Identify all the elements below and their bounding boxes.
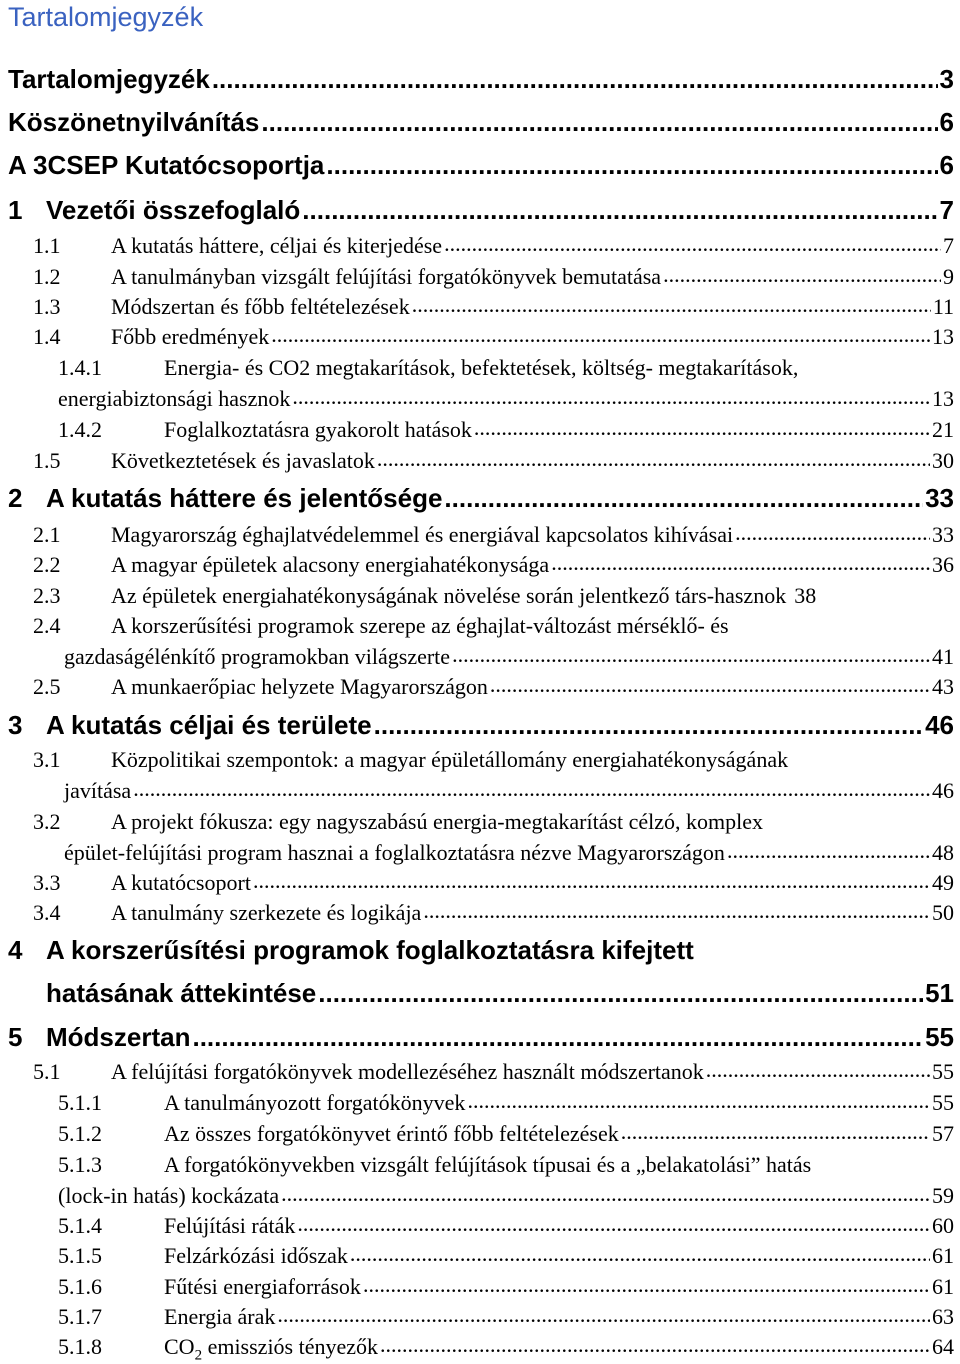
dot-leader [452, 642, 930, 668]
toc-entry-text: A tanulmányozott forgatókönyvek [164, 1090, 466, 1115]
toc-entry-text: Módszertan [46, 1022, 191, 1052]
toc-page-number: 7 [939, 195, 954, 225]
toc-number: 2.2 [33, 552, 61, 577]
toc-page-number: 41 [932, 644, 954, 669]
toc-entry-tartalomjegyzek[interactable] [8, 64, 954, 95]
toc-page-number: 11 [932, 294, 954, 319]
toc-entry-1-3[interactable] [33, 294, 954, 320]
dot-leader [363, 1272, 930, 1298]
toc-number: 1.5 [33, 448, 61, 473]
toc-page-number: 55 [925, 1022, 954, 1052]
toc-entry-text: A korszerűsítési programok szerepe az éghajlat-változást mérséklő- és [111, 613, 729, 638]
toc-entry-text: A felújítási forgatókönyvek modellezéséhez használt módszertanok [111, 1059, 704, 1084]
toc-entry-continuation: gazdaságélénkítő programokban világszerte [64, 644, 451, 669]
toc-page-number: 13 [932, 386, 954, 411]
toc-entry-5-1-2[interactable] [58, 1121, 954, 1147]
toc-page-number: 33 [932, 522, 954, 547]
toc-page-number: 33 [925, 483, 954, 513]
toc-number: 1.4.1 [58, 355, 102, 380]
toc-entry-text: Következtetések és javaslatok [111, 448, 375, 473]
toc-entry-2-5[interactable] [33, 674, 954, 700]
toc-entry-text: A kutatás háttere, céljai és kiterjedése [111, 233, 443, 258]
toc-page-number: 48 [932, 840, 954, 865]
toc-entry-text: Főbb eredmények [111, 324, 270, 349]
toc-entry-1-2[interactable] [33, 264, 954, 290]
toc-number: 1.3 [33, 294, 61, 319]
toc-entry-1-4-1[interactable] [58, 355, 954, 415]
toc-entry-1-4-2[interactable] [58, 417, 954, 443]
toc-page-number: 57 [932, 1121, 954, 1146]
toc-number: 2 [8, 483, 23, 513]
toc-number: 3.2 [33, 809, 61, 834]
toc-number: 3 [8, 710, 23, 740]
toc-entry-5-1-1[interactable] [58, 1090, 954, 1116]
toc-page-number: 6 [939, 107, 954, 137]
toc-entry-5-1-5[interactable] [58, 1243, 954, 1269]
toc-page-number: 9 [943, 264, 954, 289]
toc-number: 5.1 [33, 1059, 61, 1084]
toc-entry-3-2[interactable] [33, 809, 954, 869]
toc-page-number: 49 [932, 870, 954, 895]
toc-entry-3-3[interactable] [33, 870, 954, 896]
toc-entry-text: A kutatócsoport [111, 870, 251, 895]
toc-entry-text: A tanulmány szerkezete és logikája [111, 900, 422, 925]
toc-entry-text: Vezetői összefoglaló [46, 195, 301, 225]
toc-entry-3csep[interactable] [8, 150, 954, 181]
toc-number: 5.1.6 [58, 1274, 102, 1299]
dot-leader [292, 384, 930, 410]
toc-entry-5[interactable] [8, 1022, 954, 1053]
toc-entry-2-3[interactable] [33, 583, 954, 609]
toc-entry-1[interactable] [8, 195, 954, 226]
dot-leader [377, 446, 930, 472]
toc-number: 5.1.8 [58, 1334, 102, 1359]
toc-number: 3.1 [33, 747, 61, 772]
toc-number: 1.4 [33, 324, 61, 349]
toc-number: 2.3 [33, 583, 61, 608]
toc-page-number: 43 [932, 674, 954, 699]
dot-leader [326, 150, 937, 181]
toc-entry-text: Magyarország éghajlatvédelemmel és energiával kapcsolatos kihívásai [111, 522, 734, 547]
toc-entry-2[interactable] [8, 483, 954, 514]
toc-page-number: 13 [932, 324, 954, 349]
toc-page-number: 63 [932, 1304, 954, 1329]
dot-leader [444, 231, 941, 257]
dot-leader [412, 292, 931, 318]
toc-number: 2.5 [33, 674, 61, 699]
toc-entry-continuation: (lock-in hatás) kockázata [58, 1183, 280, 1208]
toc-entry-continuation: épület-felújítási program hasznai a foglalkoztatásra nézve Magyarországon [64, 840, 725, 865]
toc-entry-text: A tanulmányban vizsgált felújítási forgatókönyvek bemutatása [111, 264, 662, 289]
toc-number: 2.4 [33, 613, 61, 638]
toc-entry-text: A korszerűsítési programok foglalkoztatásra kifejtett [46, 935, 694, 965]
toc-entry-1-5[interactable] [33, 448, 954, 474]
toc-entry-4[interactable] [8, 935, 954, 1025]
dot-leader [474, 415, 930, 441]
toc-number: 2.1 [33, 522, 61, 547]
toc-number: 1 [8, 195, 23, 225]
dot-leader [621, 1119, 930, 1145]
dot-leader [192, 1022, 923, 1053]
toc-page-number: 46 [932, 778, 954, 803]
toc-entry-text [164, 1334, 378, 1364]
toc-number: 5.1.5 [58, 1243, 102, 1268]
toc-number: 5 [8, 1022, 23, 1052]
toc-entry-text: Felújítási ráták [164, 1213, 296, 1238]
co2-text: CO [164, 1334, 195, 1359]
toc-entry-text: Köszönetnyilvánítás [8, 107, 260, 137]
toc-number: 1.1 [33, 233, 61, 258]
dot-leader [261, 107, 937, 138]
co2-subscript: 2 [194, 1347, 203, 1364]
dot-leader [271, 322, 930, 348]
toc-number: 4 [8, 935, 23, 965]
toc-page-number: 55 [932, 1059, 954, 1084]
dot-leader [444, 483, 923, 514]
toc-entry-text: Az összes forgatókönyvet érintő főbb feltételezések [164, 1121, 619, 1146]
toc-page-number: 64 [932, 1334, 954, 1359]
toc-number: 1.4.2 [58, 417, 102, 442]
toc-entry-3-4[interactable] [33, 900, 954, 926]
dot-leader [735, 520, 930, 546]
toc-entry-3[interactable] [8, 710, 954, 741]
dot-leader [551, 550, 930, 576]
toc-page-number: 6 [939, 150, 954, 180]
toc-entry-koszonetnyilvanitas[interactable] [8, 107, 954, 138]
toc-entry-text: A forgatókönyvekben vizsgált felújítások típusai és a „belakatolási” hatás [164, 1152, 812, 1177]
toc-entry-text: Felzárkózási időszak [164, 1243, 348, 1268]
toc-entry-continuation: javítása [64, 778, 132, 803]
dot-leader [318, 978, 923, 1009]
toc-number: 5.1.7 [58, 1304, 102, 1329]
toc-page-number: 36 [932, 552, 954, 577]
toc-entry-text: Tartalomjegyzék [8, 64, 210, 94]
toc-entry-5-1-8[interactable] [58, 1334, 954, 1364]
dot-leader [490, 672, 930, 698]
toc-entry-5-1-7[interactable] [58, 1304, 954, 1330]
toc-entry-5-1[interactable] [33, 1059, 954, 1085]
toc-page-number: 59 [932, 1183, 954, 1208]
toc-entry-text: Foglalkoztatásra gyakorolt hatások [164, 417, 472, 442]
toc-entry-2-4[interactable] [33, 613, 954, 673]
toc-entry-1-4[interactable] [33, 324, 954, 350]
toc-entry-text: Közpolitikai szempontok: a magyar épületállomány energiahatékonyságának [111, 747, 789, 772]
toc-page-number: 7 [943, 233, 954, 258]
toc-page-number: 61 [932, 1243, 954, 1268]
toc-number: 5.1.3 [58, 1152, 102, 1177]
toc-page-number: 46 [925, 710, 954, 740]
toc-entry-3-1[interactable] [33, 747, 954, 807]
dot-leader [727, 838, 930, 864]
toc-page-number: 21 [932, 417, 954, 442]
toc-page-number: 50 [932, 900, 954, 925]
dot-leader [302, 195, 937, 226]
dot-leader [663, 262, 941, 288]
toc-entry-1-1[interactable] [33, 233, 954, 259]
dot-leader [350, 1241, 930, 1267]
toc-page-number: 61 [932, 1274, 954, 1299]
toc-entry-2-1[interactable] [33, 522, 954, 548]
toc-number: 5.1.2 [58, 1121, 102, 1146]
toc-entry-text: Energia árak [164, 1304, 276, 1329]
dot-leader [380, 1332, 930, 1358]
toc-entry-text: A magyar épületek alacsony energiahatékonysága [111, 552, 550, 577]
toc-entry-text: A projekt fókusza: egy nagyszabású energia-megtakarítást célzó, komplex [111, 809, 764, 834]
dot-leader [467, 1088, 930, 1114]
toc-entry-text: Energia- és CO2 megtakarítások, befektetések, költség- megtakarítások, [164, 355, 799, 380]
toc-page-number: 38 [794, 583, 817, 608]
toc-entry-5-1-4[interactable] [58, 1213, 954, 1239]
toc-entry-5-1-3[interactable] [58, 1152, 954, 1212]
toc-entry-text: Az épületek energiahatékonyságának növelése során jelentkező társ-hasznok [111, 583, 787, 608]
toc-entry-text: Fűtési energiaforrások [164, 1274, 361, 1299]
toc-page-number: 60 [932, 1213, 954, 1238]
toc-number: 5.1.4 [58, 1213, 102, 1238]
toc-number: 3.4 [33, 900, 61, 925]
toc-entry-text: Módszertan és főbb feltételezések [111, 294, 410, 319]
dot-leader [281, 1181, 930, 1207]
co2-rest-text: emissziós tényezők [202, 1334, 379, 1359]
dot-leader [423, 898, 930, 924]
dot-leader [133, 776, 930, 802]
toc-entry-5-1-6[interactable] [58, 1274, 954, 1300]
toc-number: 1.2 [33, 264, 61, 289]
toc-entry-text: A kutatás háttere és jelentősége [46, 483, 443, 513]
page-title: Tartalomjegyzék [8, 2, 204, 32]
toc-page-number: 3 [939, 64, 954, 94]
dot-leader [297, 1211, 930, 1237]
dot-leader [212, 64, 938, 95]
toc-page-number: 51 [925, 978, 954, 1008]
toc-page-number: 55 [932, 1090, 954, 1115]
toc-page-number: 30 [932, 448, 954, 473]
toc-entry-text: A kutatás céljai és területe [46, 710, 372, 740]
toc-entry-continuation: hatásának áttekintése [46, 978, 317, 1008]
dot-leader [706, 1057, 930, 1083]
toc-number: 3.3 [33, 870, 61, 895]
toc-entry-text: A munkaerőpiac helyzete Magyarországon [111, 674, 488, 699]
dot-leader [277, 1302, 930, 1328]
toc-number: 5.1.1 [58, 1090, 102, 1115]
dot-leader [374, 710, 923, 741]
toc-entry-text: A 3CSEP Kutatócsoportja [8, 150, 325, 180]
dot-leader [253, 868, 930, 894]
toc-entry-2-2[interactable] [33, 552, 954, 578]
toc-entry-continuation: energiabiztonsági hasznok [58, 386, 291, 411]
